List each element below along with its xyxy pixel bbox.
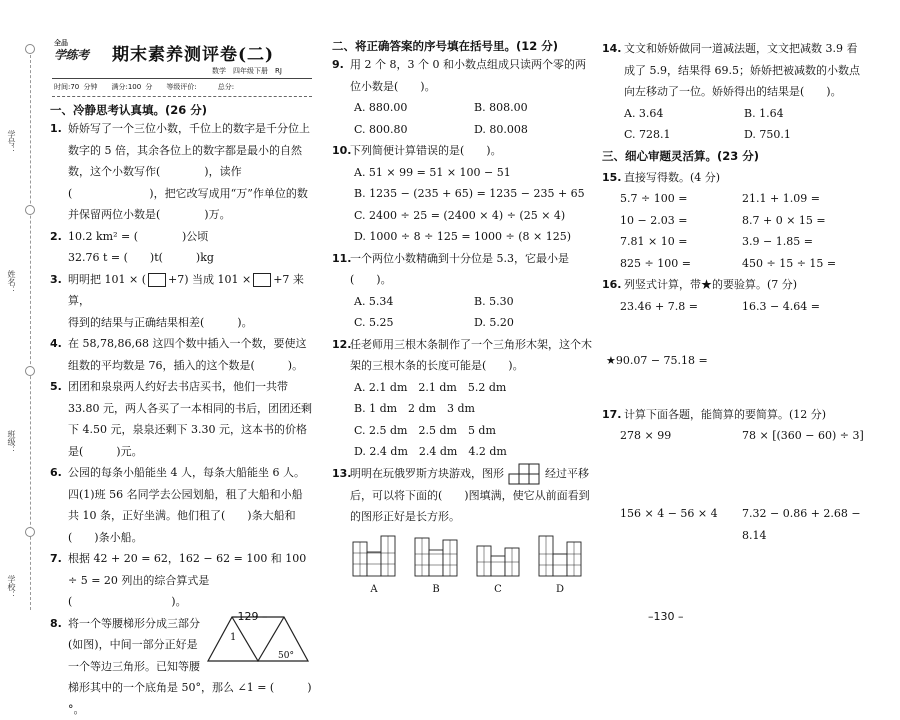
question-text: 在 58,78,86,68 这四个数中插入一个数，要使这组数的平均数是 76，插入的这个数是( )。 [68, 333, 312, 376]
question-number: 17. [602, 404, 624, 426]
blank-box [148, 273, 166, 287]
options [332, 377, 594, 463]
tetris-shape [508, 463, 542, 485]
calc-item: 78 × [(360 − 60) ÷ 3] [742, 425, 864, 503]
student-name-label: 姓名： [6, 270, 17, 294]
calc-item: 156 × 4 − 56 × 4 [620, 503, 742, 546]
question-6 [50, 462, 312, 548]
calc-item: ★90.07 − 75.18 = [602, 350, 864, 404]
question-10 [332, 140, 594, 162]
option: D. 2.4 dm 2.4 dm 4.2 dm [354, 441, 594, 463]
option: C. 2.5 dm 2.5 dm 5 dm [354, 420, 594, 442]
question-text: 娇娇写了一个三位小数，千位上的数字是千分位上数字的 5 倍，其余各位上的数字都是最小的自然数，这个小数写作( )，读作( )，把它改写成用“万”作单位的数并保留两位小数是( )万。 [68, 118, 312, 226]
option: C. 728.1 [624, 124, 744, 146]
question-16 [602, 274, 864, 296]
question-number: 12. [332, 334, 350, 377]
question-13 [332, 463, 594, 528]
question-number: 13. [332, 463, 350, 528]
question-text: 32.76 t = ( )t( )kg [68, 247, 312, 269]
figure-option-a [350, 532, 398, 595]
angle-label: 50° [278, 646, 294, 668]
section-title: 二、将正确答案的序号填在括号里。(12 分) [332, 38, 594, 54]
figure-option-b [412, 532, 460, 595]
binding-hole [25, 527, 35, 537]
option: D. 5.20 [474, 312, 594, 334]
options [332, 291, 594, 334]
figure-label: C [474, 584, 522, 595]
info-divider [52, 96, 312, 97]
column-1 [50, 102, 312, 720]
mental-calc-grid [602, 188, 864, 274]
figure-label: B [412, 584, 460, 595]
question-text: 10.2 km² = ( )公顷 [68, 226, 312, 248]
option: C. 2400 ÷ 25 = (2400 × 4) ÷ (25 × 4) [354, 205, 594, 227]
student-id-label: 学号： [6, 130, 17, 154]
question-8 [50, 613, 312, 720]
option: B. 808.00 [474, 97, 594, 119]
option: B. 5.30 [474, 291, 594, 313]
question-12 [332, 334, 594, 377]
question-text: 计算下面各题，能简算的要简算。(12 分) [624, 404, 864, 426]
cut-line [30, 50, 31, 610]
option: B. 1.64 [744, 103, 864, 125]
question-14 [602, 38, 864, 103]
figure-options [332, 532, 594, 595]
options [602, 103, 864, 146]
option: A. 51 × 99 = 51 × 100 − 51 [354, 162, 594, 184]
question-number: 10. [332, 140, 350, 162]
figure-label: A [350, 584, 398, 595]
figure-option-d [536, 532, 584, 595]
block-figure-b [413, 532, 459, 578]
column-2 [332, 38, 594, 595]
binding-hole [25, 44, 35, 54]
option: A. 880.00 [354, 97, 474, 119]
brand-logo [54, 38, 102, 60]
vertical-calc-row [602, 296, 864, 350]
question-text: 明明在玩俄罗斯方块游戏，图形 [350, 467, 504, 480]
question-15 [602, 167, 864, 189]
page-number-left: –129 – [232, 610, 268, 623]
option: A. 5.34 [354, 291, 474, 313]
question-5 [50, 376, 312, 462]
question-11 [332, 248, 594, 291]
question-text: 任老师用三根木条制作了一个三角形木架，这个木架的三根木条的长度可能是( )。 [350, 334, 594, 377]
section-title: 一、冷静思考认真填。(26 分) [50, 102, 312, 118]
question-number: 9. [332, 54, 350, 97]
options [332, 162, 594, 248]
class-label: 班级： [6, 430, 17, 454]
question-text: +7 来算， [68, 273, 304, 308]
simplify-calc-row [602, 425, 864, 503]
calc-item: 450 ÷ 15 ÷ 15 = [742, 253, 864, 275]
option: C. 5.25 [354, 312, 474, 334]
question-text: 得到的结果与正确结果相差( )。 [68, 312, 312, 334]
option: D. 1000 ÷ 8 ÷ 125 = 1000 ÷ (8 × 125) [354, 226, 594, 248]
calc-item: 5.7 ÷ 100 = [620, 188, 742, 210]
question-7 [50, 548, 312, 613]
question-text: 将一个等腰梯形分成三部分(如图)，中间一部分正好是一个等边三角形。已知等腰梯形其中的一个底角是 50°，那么 ∠1 = ( )°。 [68, 617, 312, 716]
page-number-right: –130 – [648, 610, 684, 623]
block-figure-c [475, 532, 521, 578]
question-text: 下列简便计算错误的是( )。 [350, 140, 594, 162]
question-text: +7) 当成 101 × [168, 273, 251, 286]
question-number: 14. [602, 38, 624, 103]
figure-option-c [474, 532, 522, 595]
calc-item: 7.81 × 10 = [620, 231, 742, 253]
question-text: 经过平移后，可以将下面的( )图填满，使它从前面看到的图形正好是长方形。 [350, 467, 590, 524]
question-text [68, 613, 312, 720]
question-17 [602, 404, 864, 426]
simplify-calc-row [602, 503, 864, 546]
question-number: 3. [50, 269, 68, 334]
block-figure-a [351, 532, 397, 578]
binding-hole [25, 366, 35, 376]
question-number: 5. [50, 376, 68, 462]
question-text: 根据 42 + 20 = 62，162 − 62 = 100 和 100 ÷ 5 = 20 列出的综合算式是( )。 [68, 548, 312, 613]
question-number: 2. [50, 226, 68, 269]
calc-item: 8.7 + 0 × 15 = [742, 210, 864, 232]
calc-item: 23.46 + 7.8 = [620, 296, 742, 350]
exam-info: 时间:70 分钟 满分:100 分 等级评价: 总分: [54, 82, 234, 92]
question-number: 4. [50, 333, 68, 376]
blank-box [253, 273, 271, 287]
question-text: 文文和娇娇做同一道减法题，文文把减数 3.9 看成了 5.9，结果得 69.5；娇娇把被减数的小数点向左移动了一位。娇娇得出的结果是( )。 [624, 38, 864, 103]
option: A. 3.64 [624, 103, 744, 125]
section-title: 三、细心审题灵活算。(23 分) [602, 146, 864, 167]
subject-line: 数学 四年级下册 RJ [212, 66, 282, 76]
question-text: 列竖式计算，带★的要验算。(7 分) [624, 274, 864, 296]
question-3 [50, 269, 312, 334]
header-divider [52, 78, 312, 79]
question-text: 公园的每条小船能坐 4 人，每条大船能坐 6 人。四(1)班 56 名同学去公园划船，租了大船和小船共 10 条，正好坐满。他们租了( )条大船和( )条小船。 [68, 462, 312, 548]
calc-item: 10 − 2.03 = [620, 210, 742, 232]
question-1 [50, 118, 312, 226]
logo-main-text: 学练考 [54, 46, 89, 63]
question-4 [50, 333, 312, 376]
option: B. 1 dm 2 dm 3 dm [354, 398, 594, 420]
question-text: 一个两位小数精确到十分位是 5.3，它最小是( )。 [350, 248, 594, 291]
options [332, 97, 594, 140]
question-text: 明明把 101 × ( [68, 273, 146, 286]
calc-item: 3.9 − 1.85 = [742, 231, 864, 253]
question-number: 11. [332, 248, 350, 291]
option: A. 2.1 dm 2.1 dm 5.2 dm [354, 377, 594, 399]
question-9 [332, 54, 594, 97]
question-number: 15. [602, 167, 624, 189]
question-number: 16. [602, 274, 624, 296]
exam-title: 期末素养测评卷(二) [112, 40, 274, 65]
question-text: 用 2 个 8，3 个 0 和小数点组成只读两个零的两位小数是( )。 [350, 54, 594, 97]
logo-top-text: 全品 [54, 38, 68, 48]
question-2 [50, 226, 312, 269]
option: B. 1235 − (235 + 65) = 1235 − 235 + 65 [354, 183, 594, 205]
calc-item: 825 ÷ 100 = [620, 253, 742, 275]
calc-item: 7.32 − 0.86 + 2.68 − 8.14 [742, 503, 864, 546]
question-number: 6. [50, 462, 68, 548]
question-number: 7. [50, 548, 68, 613]
question-text: 团团和泉泉两人约好去书店买书，他们一共带 33.80 元，两人各买了一本相同的书后，团团还剩下 4.50 元，泉泉还剩下 3.30 元，这本书的价格是( )元。 [68, 376, 312, 462]
block-figure-d [537, 532, 583, 578]
column-3 [602, 38, 864, 546]
option: C. 800.80 [354, 119, 474, 141]
angle-label: 1 [230, 627, 236, 649]
calc-item: 278 × 99 [620, 425, 742, 503]
option: D. 750.1 [744, 124, 864, 146]
calc-item: 16.3 − 4.64 = [742, 296, 864, 350]
school-label: 学校： [6, 575, 17, 599]
question-text: 直接写得数。(4 分) [624, 167, 864, 189]
calc-item: 21.1 + 1.09 = [742, 188, 864, 210]
option: D. 80.008 [474, 119, 594, 141]
binding-hole [25, 205, 35, 215]
figure-label: D [536, 584, 584, 595]
binding-strip [0, 0, 40, 650]
question-number: 8. [50, 613, 68, 720]
question-number: 1. [50, 118, 68, 226]
